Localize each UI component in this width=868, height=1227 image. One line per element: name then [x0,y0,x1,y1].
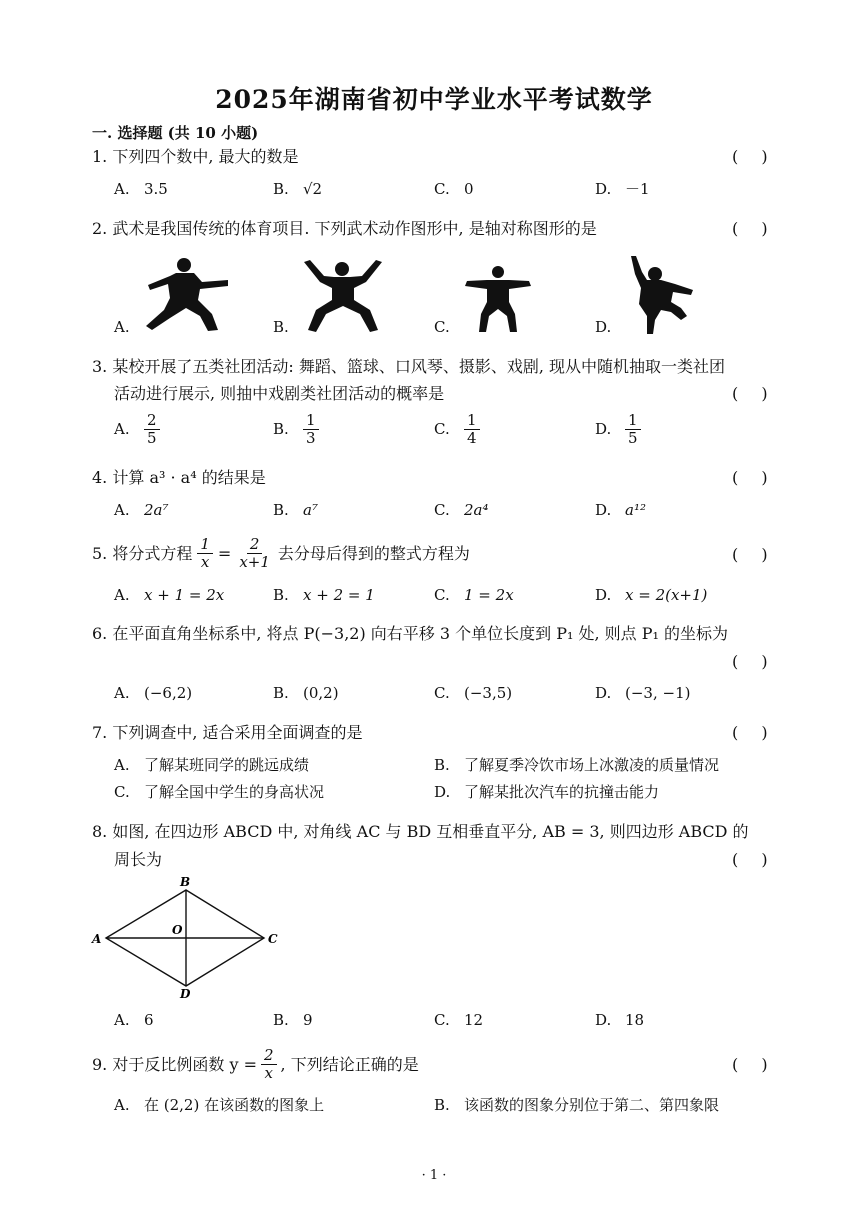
answer-bracket: ( ) [732,652,768,671]
question-6-stem: 6. 在平面直角坐标系中, 将点 P(−3,2) 向右平移 3 个单位长度到 P₁ 处, 则点 P₁ 的坐标为 [92,624,729,643]
q8-option-b: B. 9 [273,1011,313,1029]
q5-option-c: C. 1 = 2x [434,586,514,604]
vertex-label-b: B [180,876,191,889]
answer-bracket: ( ) [732,545,768,564]
vertex-label-a: A [92,932,102,946]
q8-option-a: A. 6 [114,1011,154,1029]
q9-option-a: A. 在 (2,2) 在该函数的图象上 [114,1096,325,1114]
answer-bracket: ( ) [732,468,768,487]
q6-option-d: D. (−3, −1) [595,684,691,702]
q7-option-b: B. 了解夏季冷饮市场上冰激凌的质量情况 [434,756,720,774]
question-8-stem-line1: 8. 如图, 在四边形 ABCD 中, 对角线 AC 与 BD 互相垂直平分, AB = 3, 则四边形 ABCD 的 [92,822,749,841]
q3-option-a: A. $\frac{2}{5}$ [114,412,160,447]
answer-bracket: ( ) [732,850,768,869]
question-3-stem-line1: 3. 某校开展了五类社团活动: 舞蹈、篮球、口风琴、摄影、戏剧, 现从中随机抽取一类社团 [92,357,726,376]
answer-bracket: ( ) [732,384,768,403]
vertex-label-c: C [268,932,278,946]
q3-option-b: B. $\frac{1}{3}$ [273,412,319,447]
q2-option-d-label: D. [595,318,612,336]
martial-arts-figure-d [625,254,697,334]
answer-bracket: ( ) [732,219,768,238]
martial-arts-figure-a [140,256,236,334]
q1-option-a: A. 3.5 [114,180,168,198]
q6-option-c: C. (−3,5) [434,684,513,702]
page-number: · 1 · [421,1168,447,1183]
answer-bracket: ( ) [732,1055,768,1074]
q1-option-b: B. √2 [273,180,323,198]
question-1-stem: 1. 下列四个数中, 最大的数是 [92,147,299,166]
q2-option-b-label: B. [273,318,289,336]
q2-option-c-label: C. [434,318,450,336]
section-heading: 一. 选择题 (共 10 小题) [92,124,259,142]
q7-option-c: C. 了解全国中学生的身高状况 [114,783,325,801]
q4-option-b: B. a⁷ [273,501,318,519]
question-4-stem: 4. 计算 a³ · a⁴ 的结果是 [92,468,266,487]
q4-option-d: D. a¹² [595,501,646,519]
q6-option-b: B. (0,2) [273,684,339,702]
page-title: 2025年湖南省初中学业水平考试数学 [215,85,653,114]
q5-option-b: B. x + 2 = 1 [273,586,375,604]
q8-option-c: C. 12 [434,1011,484,1029]
q4-option-a: A. 2a⁷ [114,501,169,519]
martial-arts-figure-c [463,262,533,334]
question-9-stem: 9. 对于反比例函数 y = $\frac{2}{x}$ , 下列结论正确的是 [92,1046,419,1082]
question-8-stem-line2: 周长为 [114,850,163,869]
q5-option-d: D. x = 2(x+1) [595,586,708,604]
q7-option-a: A. 了解某班同学的跳远成绩 [114,756,310,774]
q3-option-c: C. $\frac{1}{4}$ [434,412,480,447]
q6-option-a: A. (−6,2) [114,684,193,702]
rhombus-diagram [88,876,288,1000]
question-2-stem: 2. 武术是我国传统的体育项目. 下列武术动作图形中, 是轴对称图形的是 [92,219,597,238]
q1-option-d: D. －1 [595,180,650,198]
q9-option-b: B. 该函数的图象分别位于第二、第四象限 [434,1096,720,1114]
question-5-stem: 5. 将分式方程 $\frac{1}{x}$ = $\frac{2}{x+1}$ 去分母后得到的整式方程为 [92,535,470,571]
question-3-stem-line2: 活动进行展示, 则抽中戏剧类社团活动的概率是 [114,384,445,403]
answer-bracket: ( ) [732,147,768,166]
q3-option-d: D. $\frac{1}{5}$ [595,412,641,447]
q4-option-c: C. 2a⁴ [434,501,489,519]
q2-option-a-label: A. [114,318,130,336]
center-label-o: O [172,923,183,937]
q1-option-c: C. 0 [434,180,474,198]
question-7-stem: 7. 下列调查中, 适合采用全面调查的是 [92,723,363,742]
martial-arts-figure-b [300,256,386,334]
vertex-label-d: D [180,987,191,1000]
q7-option-d: D. 了解某批次汽车的抗撞击能力 [434,783,660,801]
q5-option-a: A. x + 1 = 2x [114,586,225,604]
answer-bracket: ( ) [732,723,768,742]
q8-option-d: D. 18 [595,1011,645,1029]
